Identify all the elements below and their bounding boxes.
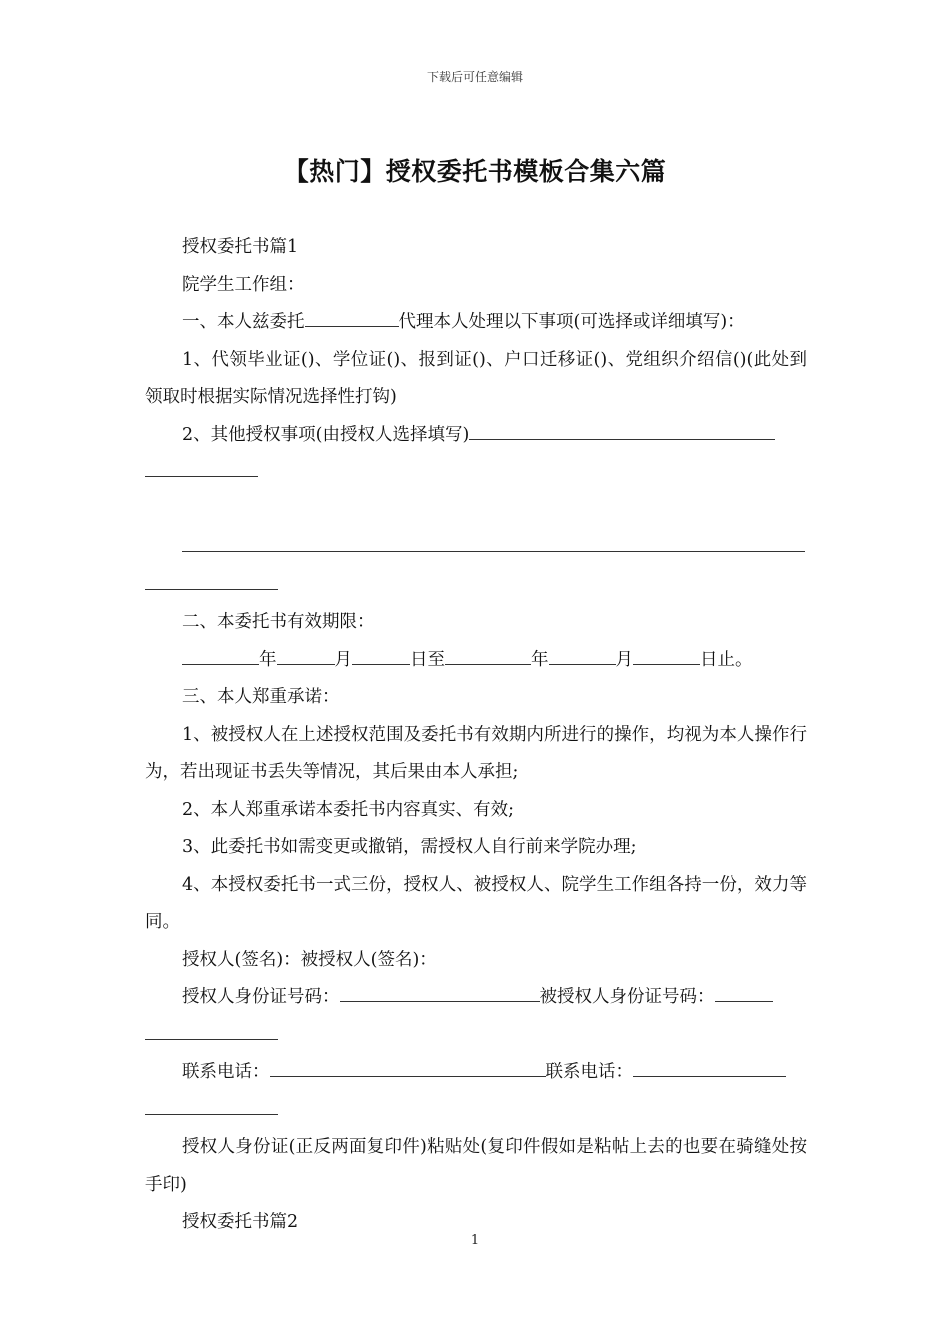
grantee-id-blank-cont <box>145 1021 278 1040</box>
grantee-phone-blank-cont <box>145 1096 278 1115</box>
id-number-line <box>145 979 807 1017</box>
signature-line: 授权人(签名)：被授权人(签名)： <box>182 949 437 970</box>
entrust-text: 代理本人处理以下事项(可选择或详细填写)： <box>398 312 745 332</box>
entrust-line <box>145 304 807 342</box>
start-year-blank <box>182 646 259 665</box>
other-matters-blank-cont <box>145 458 258 477</box>
end-label: 日止。 <box>700 649 753 670</box>
section-heading-2: 授权委托书篇2 <box>182 1212 299 1232</box>
grantee-id-label: 被授权人身份证号码： <box>539 987 715 1007</box>
phone-cont <box>145 1092 807 1130</box>
year-label-2: 年 <box>531 649 549 670</box>
end-year-blank <box>445 646 531 665</box>
item-2-label: 2、其他授权事项(由授权人选择填写) <box>182 424 470 445</box>
entrust-label: 一、本人兹委托 <box>182 312 305 332</box>
validity-heading: 二、本委托书有效期限： <box>182 612 375 632</box>
other-matters-blank-2 <box>182 533 805 552</box>
promise-3: 3、此委托书如需变更或撤销，需授权人自行前来学院办理; <box>182 837 637 857</box>
promise-1: 1、被授权人在上述授权范围及委托书有效期内所进行的操作，均视为本人操作行为，若出现证书丢失等情况，其后果由本人承担; <box>145 724 807 782</box>
item-2 <box>145 417 807 455</box>
promise-2: 2、本人郑重承诺本委托书内容真实、有效; <box>182 799 515 820</box>
spacer <box>145 492 807 530</box>
page-number: 1 <box>470 1233 480 1248</box>
blank-line-2 <box>145 529 807 567</box>
grantee-id-blank <box>715 983 773 1002</box>
year-label: 年 <box>259 649 277 670</box>
validity-dates <box>145 642 807 680</box>
end-month-blank <box>549 646 616 665</box>
document-title: 【热门】授权委托书模板合集六篇 <box>283 157 667 186</box>
phone-line <box>145 1054 807 1092</box>
promise-heading: 三、本人郑重承诺： <box>182 687 340 707</box>
other-matters-blank <box>469 421 775 440</box>
item-1: 1、代领毕业证()、学位证()、报到证()、户口迁移证()、党组织介绍信()(此处到领取时根据实际情况选择性打钩) <box>145 349 807 407</box>
grantee-phone-blank <box>633 1058 786 1077</box>
grantor-id-blank <box>340 983 540 1002</box>
start-month-blank <box>277 646 335 665</box>
document-body <box>145 229 807 1242</box>
blank-line-3 <box>145 567 807 605</box>
month-label: 月 <box>334 649 352 670</box>
agent-name-blank <box>305 308 399 327</box>
header-note: 下载后可任意编辑 <box>426 70 523 84</box>
grantee-phone-label: 联系电话： <box>545 1062 633 1082</box>
grantor-id-label: 授权人身份证号码： <box>182 987 340 1007</box>
start-day-blank <box>352 646 410 665</box>
id-copy-note: 授权人身份证(正反两面复印件)粘贴处(复印件假如是粘帖上去的也要在骑缝处按手印) <box>145 1137 807 1195</box>
id-number-cont <box>145 1017 807 1055</box>
other-matters-blank-3 <box>145 571 278 590</box>
section-heading-1: 授权委托书篇1 <box>182 237 299 257</box>
addressee: 院学生工作组： <box>182 274 305 295</box>
end-day-blank <box>633 646 700 665</box>
day-to-label: 日至 <box>410 649 445 670</box>
grantor-phone-label: 联系电话： <box>182 1062 270 1082</box>
month-label-2: 月 <box>615 649 633 670</box>
blank-line-1 <box>145 454 807 492</box>
grantor-phone-blank <box>270 1058 546 1077</box>
promise-4: 4、本授权委托书一式三份，授权人、被授权人、院学生工作组各持一份，效力等同。 <box>145 874 807 932</box>
